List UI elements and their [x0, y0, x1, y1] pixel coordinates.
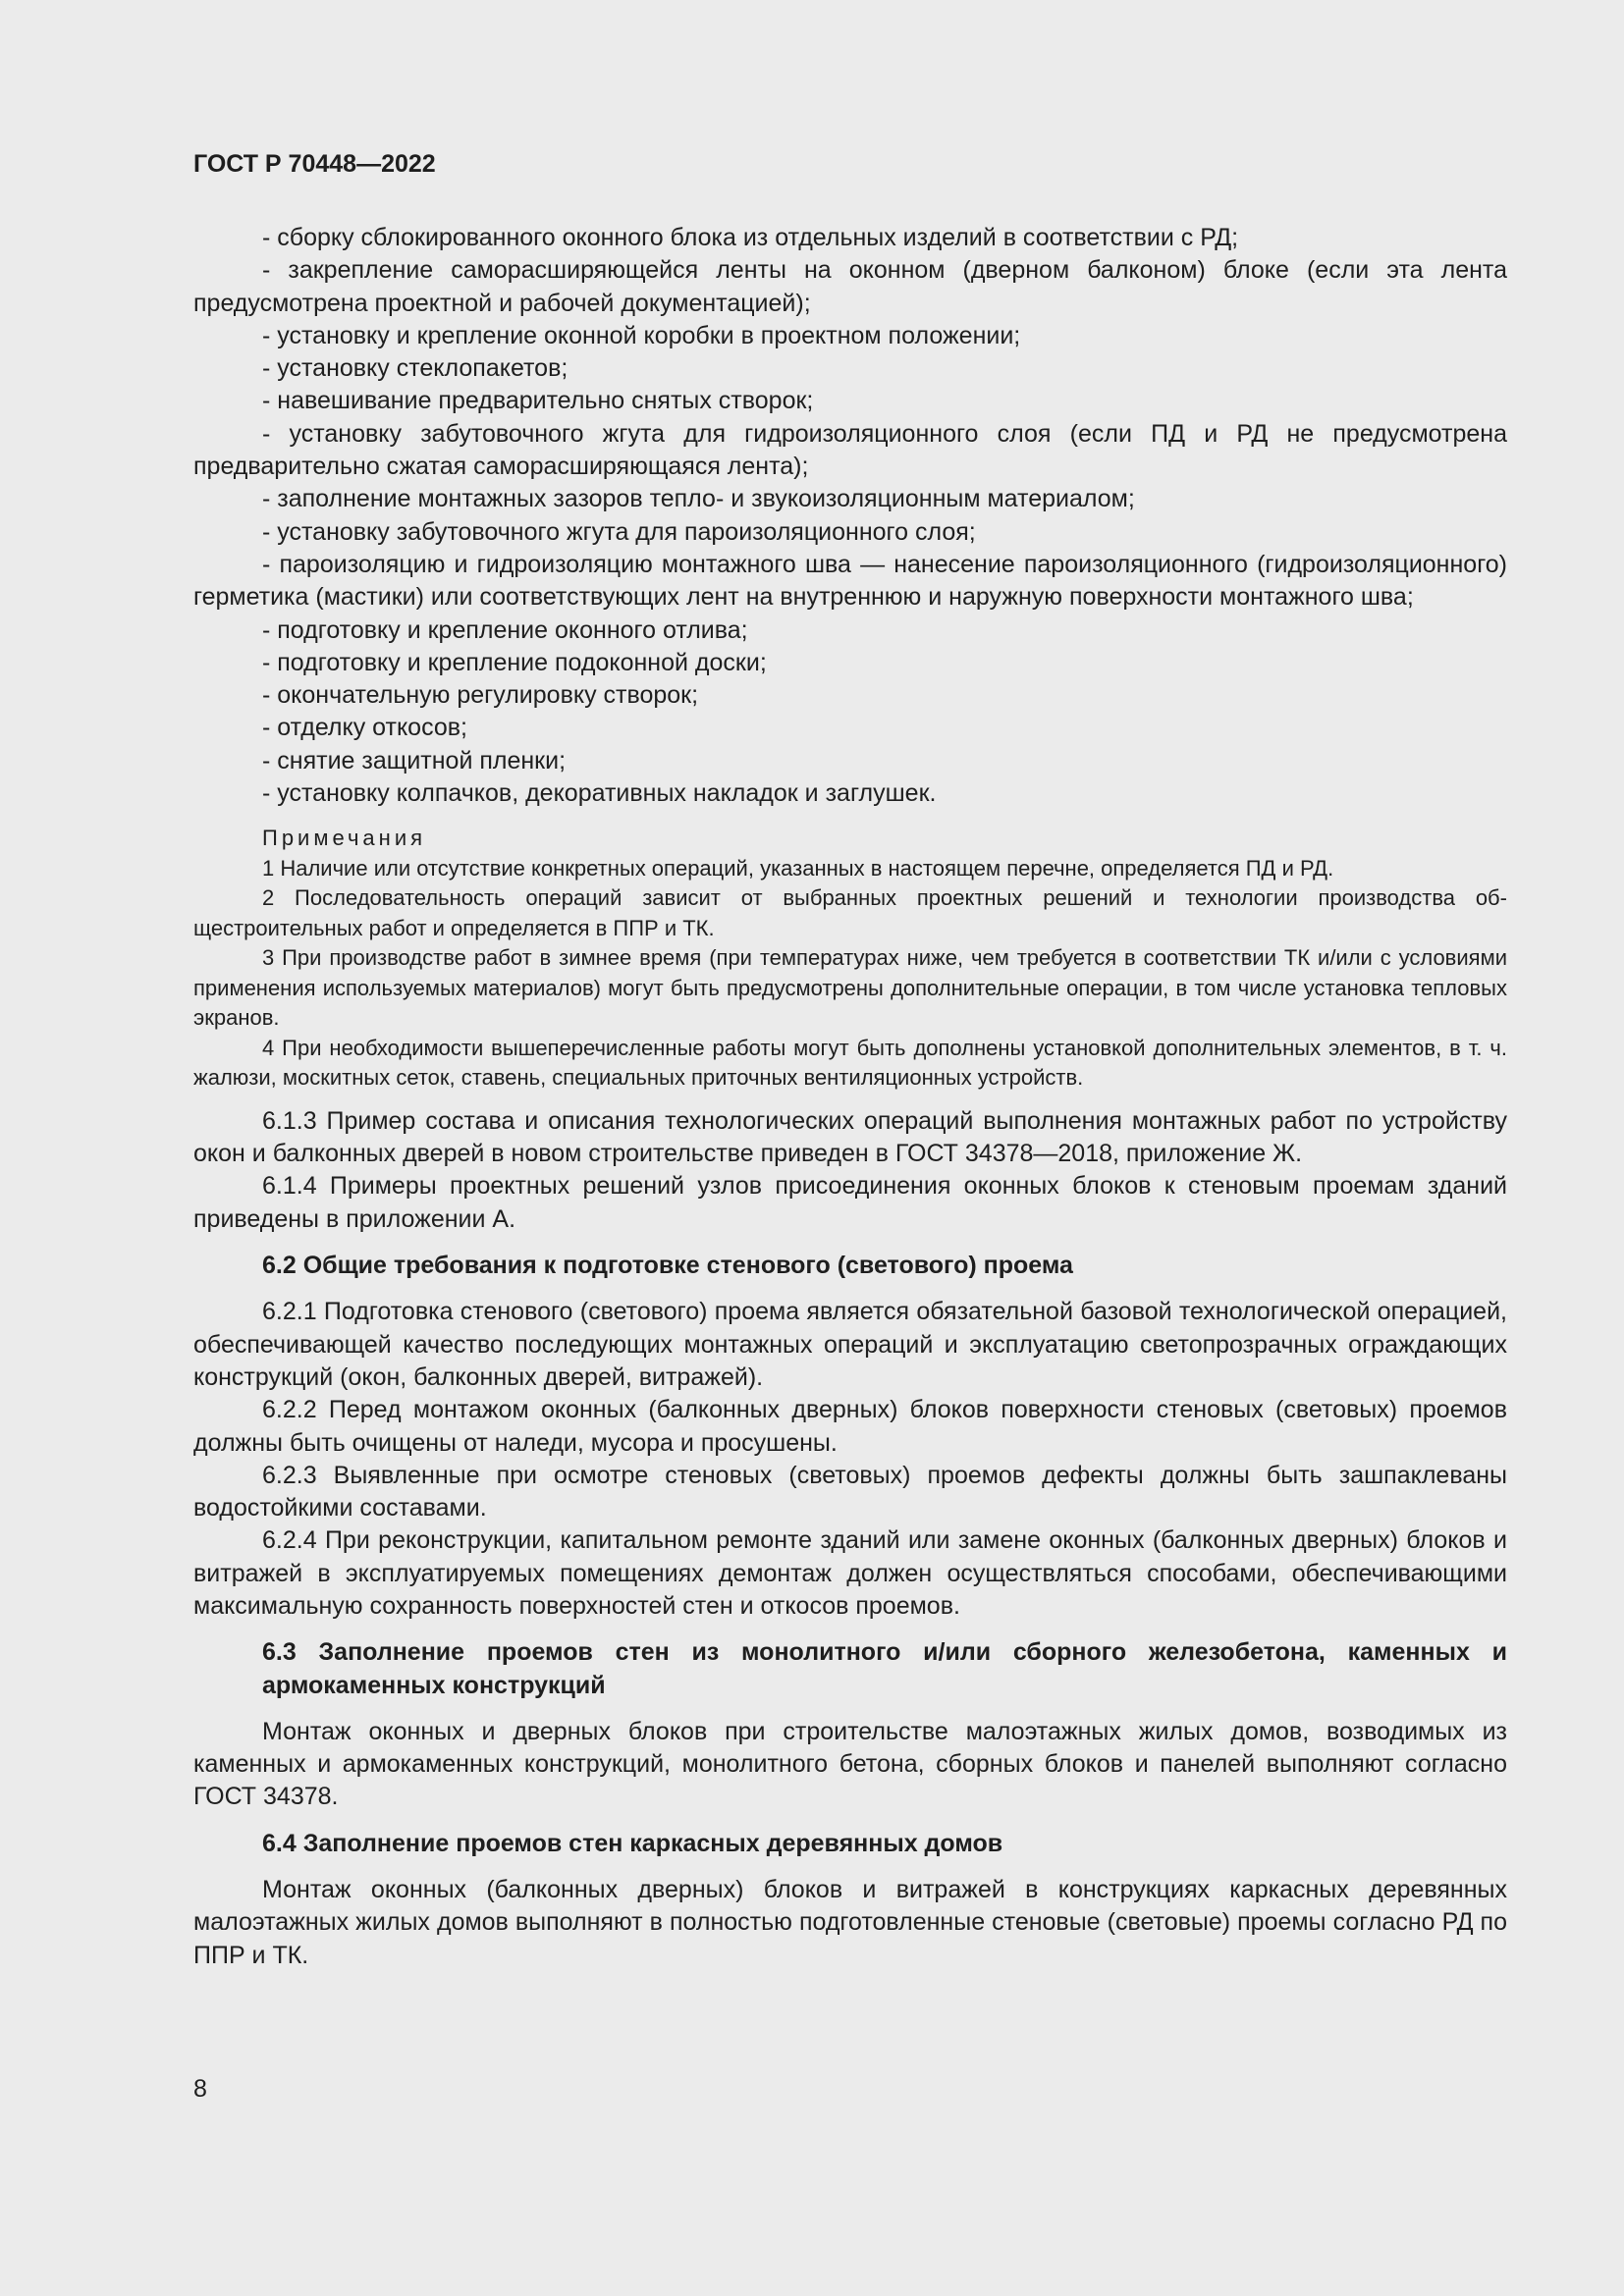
- section-heading-6-4: 6.4 Заполнение проемов стен каркасных деревянных домов: [262, 1829, 1003, 1857]
- clause-6-1-3: 6.1.3 Пример состава и описания технологических операций выполнения монтажных работ по устройству окон и балконных дверей в новом строительстве приведен в ГОСТ 34378—2018, приложение Ж.: [193, 1106, 1507, 1168]
- notes-block: [193, 824, 1507, 1094]
- document-header: ГОСТ Р 70448—2022: [193, 150, 436, 178]
- list-item: - установку забутовочного жгута для гидроизоляционного слоя (если ПД и РД не предусмотрена предварительно сжатая саморасширяющаяся лента);: [193, 419, 1507, 481]
- clause-6-2-1: 6.2.1 Подготовка стенового (светового) проема является обязательной базовой технологической операцией, обеспечивающей качество последующих монтажных операций и эксплуатацию светопрозрачных ограждающих конструкций (окон, балконных дверей, витражей).: [193, 1298, 1507, 1391]
- note-item: 2 Последовательность операций зависит от выбранных проектных решений и технологии производства общестроительных работ и определяется в ППР и ТК.: [193, 885, 1507, 940]
- section-heading-6-3: 6.3 Заполнение проемов стен из монолитного и/или сборного железобетона, каменных и армокаменных конструкций: [262, 1638, 1507, 1699]
- section-6-4-text: [193, 1874, 1507, 1972]
- clause-6-2-4: 6.2.4 При реконструкции, капитальном ремонте зданий или замене оконных (балконных дверных) блоков и витражей в эксплуатируемых помещениях демонтаж должен осуществляться способами, обеспечивающими максимальную сохранность поверхностей стен и откосов проемов.: [193, 1526, 1507, 1620]
- section-6-3-text: [193, 1716, 1507, 1814]
- clause-6-1-4: 6.1.4 Примеры проектных решений узлов присоединения оконных блоков к стеновым проемам зданий приведены в приложении А.: [193, 1172, 1507, 1233]
- section-heading-6-2: 6.2 Общие требования к подготовке стенового (светового) проема: [262, 1252, 1073, 1280]
- clause-6-2-2: 6.2.2 Перед монтажом оконных (балконных дверных) блоков поверхности стеновых (световых) проемов должны быть очищены от наледи, мусора и просушены.: [193, 1396, 1507, 1457]
- list-item: - подготовку и крепление подоконной доски;: [262, 648, 767, 676]
- list-item: - установку забутовочного жгута для пароизоляционного слоя;: [262, 517, 976, 546]
- list-item: - снятие защитной пленки;: [262, 746, 567, 774]
- page-number: 8: [193, 2075, 207, 2103]
- list-item: - отделку откосов;: [262, 714, 467, 742]
- list-item: - закрепление саморасширяющейся ленты на оконном (дверном балконом) блоке (если эта лента предусмотрена проектной и рабочей документацией);: [193, 256, 1507, 317]
- list-item: - установку колпачков, декоративных накладок и заглушек.: [262, 779, 937, 808]
- list-item: - установку стеклопакетов;: [262, 354, 568, 383]
- list-item: - установку и крепление оконной коробки в проектном положении;: [262, 321, 1021, 349]
- list-item: - сборку сблокированного оконного блока из отдельных изделий в соответствии с РД;: [262, 224, 1239, 251]
- note-item: 1 Наличие или отсутствие конкретных операций, указанных в настоящем перечне, определяется ПД и РД.: [262, 855, 1334, 881]
- list-item: - окончательную регулировку створок;: [262, 681, 699, 710]
- document-page: [193, 147, 1507, 1972]
- note-item: 4 При необходимости вышеперечисленные работы могут быть дополнены установкой дополнительных элементов, в т. ч. жалюзи, москитных сеток, ставень, специальных приточных вентиляционных устройств.: [193, 1035, 1507, 1091]
- clause-6-1-text: [193, 1105, 1507, 1236]
- notes-title: Примечания: [262, 826, 427, 851]
- operations-list: [193, 222, 1507, 810]
- list-item: - заполнение монтажных зазоров тепло- и звукоизоляционным материалом;: [262, 485, 1135, 513]
- section-6-4-paragraph: Монтаж оконных (балконных дверных) блоков и витражей в конструкциях каркасных деревянных малоэтажных жилых домов выполняют в полностью подготовленные стеновые (световые) проемы согласно РД по ППР и ТК.: [193, 1876, 1507, 1969]
- section-6-3-paragraph: Монтаж оконных и дверных блоков при строительстве малоэтажных жилых домов, возводимых из каменных и армокаменных конструкций, монолитного бетона, сборных блоков и панелей выполняют согласно ГОСТ 34378.: [193, 1717, 1507, 1811]
- note-item: 3 При производстве работ в зимнее время (при температурах ниже, чем требуется в соответствии ТК и/или с условиями применения используемых материалов) могут быть предусмотрены дополнительные операции, в том числе установка тепловых экранов.: [193, 945, 1507, 1031]
- clause-6-2-3: 6.2.3 Выявленные при осмотре стеновых (световых) проемов дефекты должны быть зашпаклеваны водостойкими составами.: [193, 1461, 1507, 1522]
- list-item: - навешивание предварительно снятых створок;: [262, 387, 814, 415]
- list-item: - подготовку и крепление оконного отлива;: [262, 615, 748, 644]
- section-6-2-text: [193, 1296, 1507, 1623]
- list-item: - пароизоляцию и гидроизоляцию монтажного шва — нанесение пароизоляционного (гидроизоляционного) герметика (мастики) или соответствующих лент на внутреннюю и наружную поверхности монтажного шва;: [193, 550, 1507, 612]
